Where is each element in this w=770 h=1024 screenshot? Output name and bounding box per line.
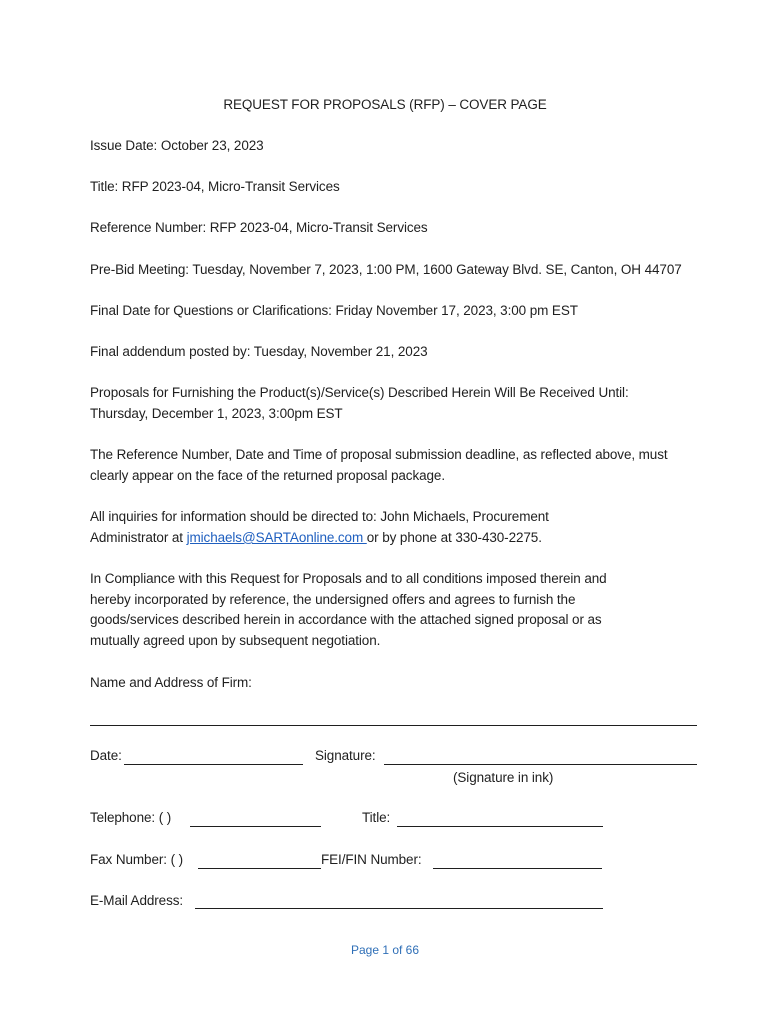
final-questions-date: Final Date for Questions or Clarifications: Friday November 17, 2023, 3:00 pm EST: [90, 303, 578, 318]
fax-label: Fax Number: ( ): [90, 852, 184, 867]
reference-number: Reference Number: RFP 2023-04, Micro-Transit Services: [90, 220, 428, 235]
proposals-line-2: Thursday, December 1, 2023, 3:00pm EST: [90, 406, 343, 421]
title-line: Title: RFP 2023-04, Micro-Transit Services: [90, 179, 340, 194]
signature-note: (Signature in ink): [453, 770, 554, 785]
reference-note-line-2: clearly appear on the face of the returned proposal package.: [90, 468, 445, 483]
final-addendum-date: Final addendum posted by: Tuesday, November 21, 2023: [90, 344, 428, 359]
fei-label: FEI/FIN Number:: [321, 852, 422, 867]
date-field[interactable]: [124, 764, 303, 765]
compliance-line-4: mutually agreed upon by subsequent negotiation.: [90, 633, 381, 648]
compliance-line-3: goods/services described herein in accordance with the attached signed proposal or as: [90, 612, 602, 627]
proposals-line-1: Proposals for Furnishing the Product(s)/Service(s) Described Herein Will Be Received Until:: [90, 385, 629, 400]
compliance-line-2: hereby incorporated by reference, the undersigned offers and agrees to furnish the: [90, 592, 576, 607]
email-address-field[interactable]: [195, 908, 603, 909]
name-address-field[interactable]: [90, 725, 697, 726]
email-link[interactable]: jmichaels@SARTAonline.com: [186, 530, 367, 545]
fax-field[interactable]: [198, 868, 321, 869]
pre-bid-meeting: Pre-Bid Meeting: Tuesday, November 7, 2023, 1:00 PM, 1600 Gateway Blvd. SE, Canton, OH 44707: [90, 262, 682, 277]
fei-field[interactable]: [433, 868, 602, 869]
email-address-label: E-Mail Address:: [90, 893, 184, 908]
inquiries-prefix: Administrator at: [90, 530, 187, 545]
inquiries-line-2: [90, 528, 542, 549]
issue-date: Issue Date: October 23, 2023: [90, 138, 264, 153]
title-field[interactable]: [397, 826, 603, 827]
page-title: REQUEST FOR PROPOSALS (RFP) – COVER PAGE: [223, 97, 547, 112]
signature-label: Signature:: [315, 748, 376, 763]
title-label: Title:: [362, 810, 391, 825]
name-address-label: Name and Address of Firm:: [90, 675, 252, 690]
signature-field[interactable]: [384, 764, 697, 765]
inquiries-line-1: All inquiries for information should be directed to: John Michaels, Procurement: [90, 509, 549, 524]
compliance-line-1: In Compliance with this Request for Proposals and to all conditions imposed therein and: [90, 571, 607, 586]
page-number: Page 1 of 66: [350, 943, 420, 957]
inquiries-suffix: or by phone at 330-430-2275.: [366, 530, 542, 545]
reference-note-line-1: The Reference Number, Date and Time of proposal submission deadline, as reflected above, must: [90, 447, 668, 462]
telephone-field[interactable]: [190, 826, 321, 827]
telephone-label: Telephone: ( ): [90, 810, 172, 825]
date-label: Date:: [90, 748, 122, 763]
